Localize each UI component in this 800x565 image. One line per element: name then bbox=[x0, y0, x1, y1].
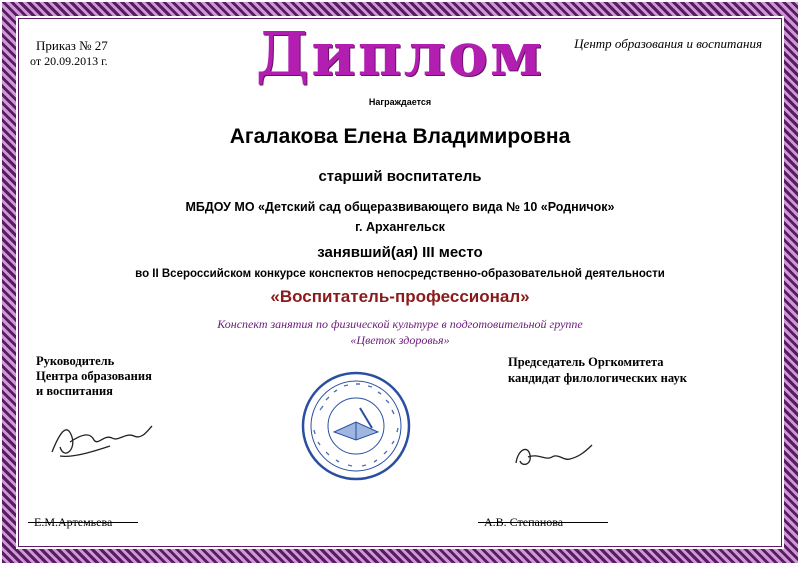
contest-name: «Воспитатель-профессионал» bbox=[270, 287, 530, 306]
left-signatory-line1: Руководитель bbox=[36, 354, 115, 368]
recipient-name: Агалакова Елена Владимировна bbox=[229, 125, 571, 148]
left-signatory-line3: и воспитания bbox=[36, 384, 113, 398]
diploma-title: Диплом bbox=[255, 20, 545, 90]
right-signatory-title bbox=[508, 354, 687, 386]
order-date: от 20.09.2013 г. bbox=[30, 54, 108, 68]
left-signatory-line2: Центра образования bbox=[36, 369, 152, 383]
right-signatory-line1: Председатель Оргкомитета bbox=[508, 355, 664, 369]
organization-header: Центр образования и воспитания bbox=[574, 36, 762, 51]
left-signatory-title bbox=[36, 354, 152, 399]
left-signature-icon bbox=[42, 412, 162, 472]
recipient-city: г. Архангельск bbox=[355, 220, 445, 234]
right-signature-icon bbox=[508, 435, 598, 475]
contest-description: во II Всероссийском конкурсе конспектов непосредственно-образовательной деятельности bbox=[135, 268, 665, 280]
right-signatory-name: А.В. Степанова bbox=[484, 515, 564, 529]
work-title-line1: Конспект занятия по физической культуре в подготовительной группе bbox=[217, 317, 583, 331]
work-title-line2: «Цветок здоровья» bbox=[350, 333, 450, 347]
awarded-label: Награждается bbox=[368, 97, 432, 107]
recipient-institution: МБДОУ МО «Детский сад общеразвивающего вида № 10 «Родничок» bbox=[185, 200, 615, 214]
order-number: Приказ № 27 bbox=[36, 38, 108, 53]
right-signatory-line2: кандидат филологических наук bbox=[508, 371, 687, 385]
recipient-position: старший воспитатель bbox=[318, 168, 482, 185]
place-awarded: занявший(ая) III место bbox=[317, 244, 483, 261]
round-seal-icon bbox=[300, 370, 412, 482]
left-signatory-name: Е.М.Артемьева bbox=[34, 515, 113, 529]
